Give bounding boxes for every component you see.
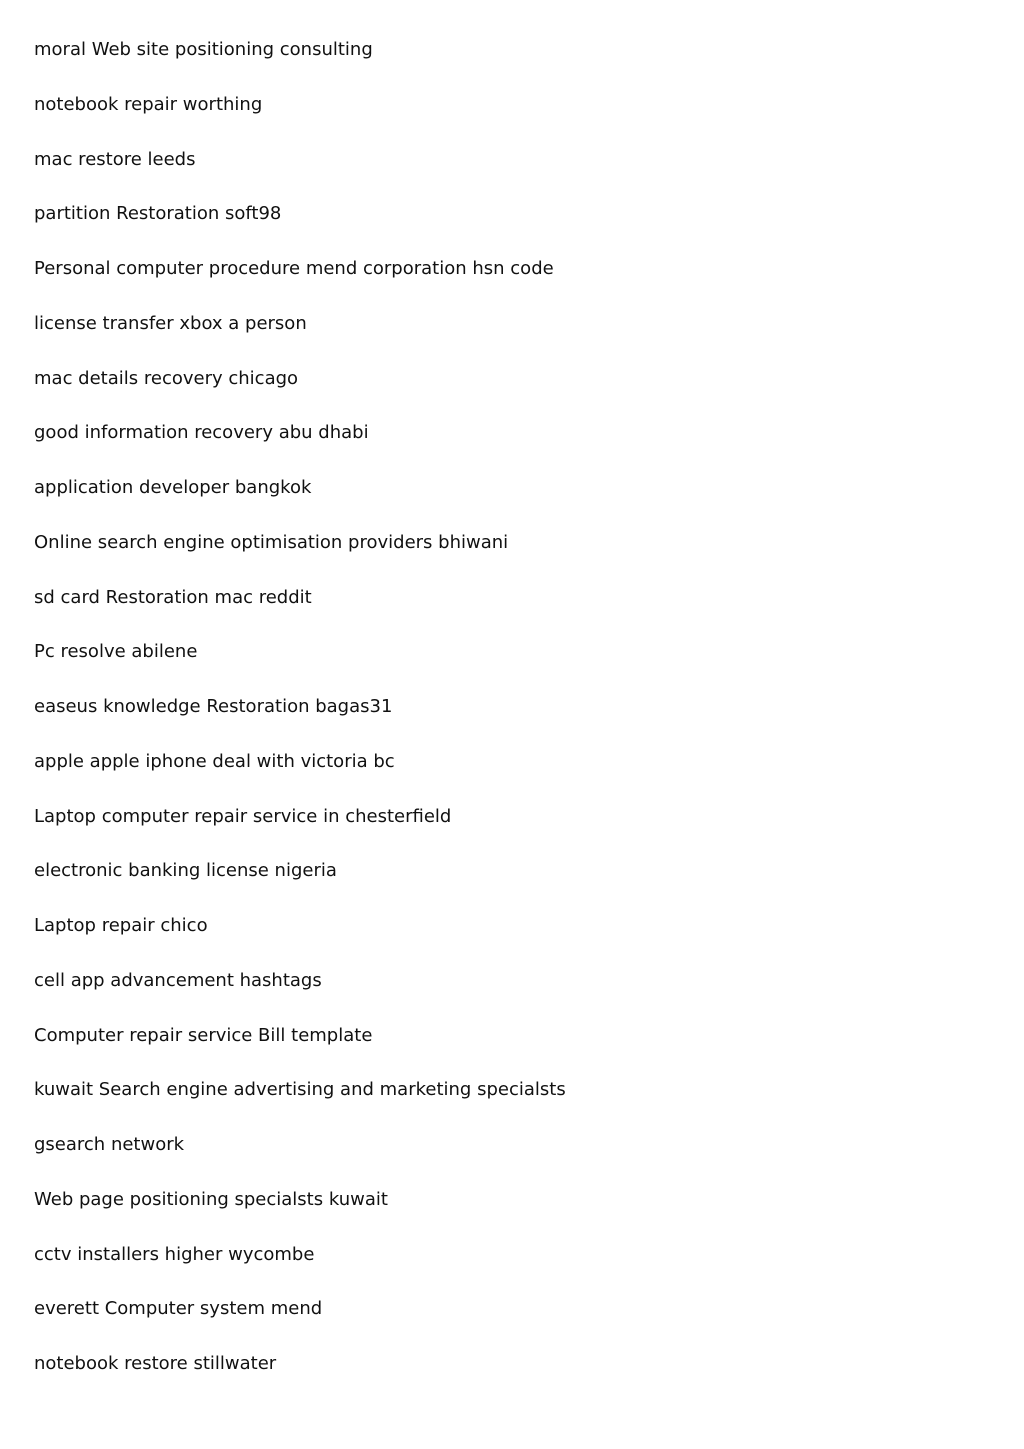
list-item: Laptop repair chico: [34, 915, 208, 936]
list-item: good information recovery abu dhabi: [34, 422, 369, 444]
text-list: [34, 36, 934, 1405]
list-item: Laptop computer repair service in chesterfield: [34, 805, 452, 827]
list-item: license transfer xbox a person: [34, 312, 307, 334]
list-item: mac restore leeds: [34, 148, 196, 170]
list-item: mac details recovery chicago: [34, 367, 299, 389]
list-item: Online search engine optimisation providers bhiwani: [34, 531, 509, 553]
list-item: kuwait Search engine advertising and marketing specialsts: [34, 1079, 566, 1101]
list-item: everett Computer system mend: [34, 1298, 323, 1320]
list-item: cctv installers higher wycombe: [34, 1243, 315, 1265]
list-item: Computer repair service Bill template: [34, 1024, 373, 1046]
list-item: Pc resolve abilene: [34, 641, 198, 663]
list-item: cell app advancement hashtags: [34, 969, 322, 991]
list-item: easeus knowledge Restoration bagas31: [34, 696, 393, 717]
list-item: apple apple iphone deal with victoria bc: [34, 750, 395, 772]
list-item: gsearch network: [34, 1134, 185, 1155]
list-item: Web page positioning specialsts kuwait: [34, 1188, 388, 1210]
list-item: Personal computer procedure mend corporation hsn code: [34, 258, 554, 279]
list-item: notebook restore stillwater: [34, 1353, 277, 1374]
list-item: partition Restoration soft98: [34, 203, 282, 225]
list-item: electronic banking license nigeria: [34, 860, 337, 882]
list-item: application developer bangkok: [34, 477, 312, 498]
list-item: notebook repair worthing: [34, 93, 263, 115]
list-item: moral Web site positioning consulting: [34, 39, 373, 60]
list-item: sd card Restoration mac reddit: [34, 586, 312, 608]
